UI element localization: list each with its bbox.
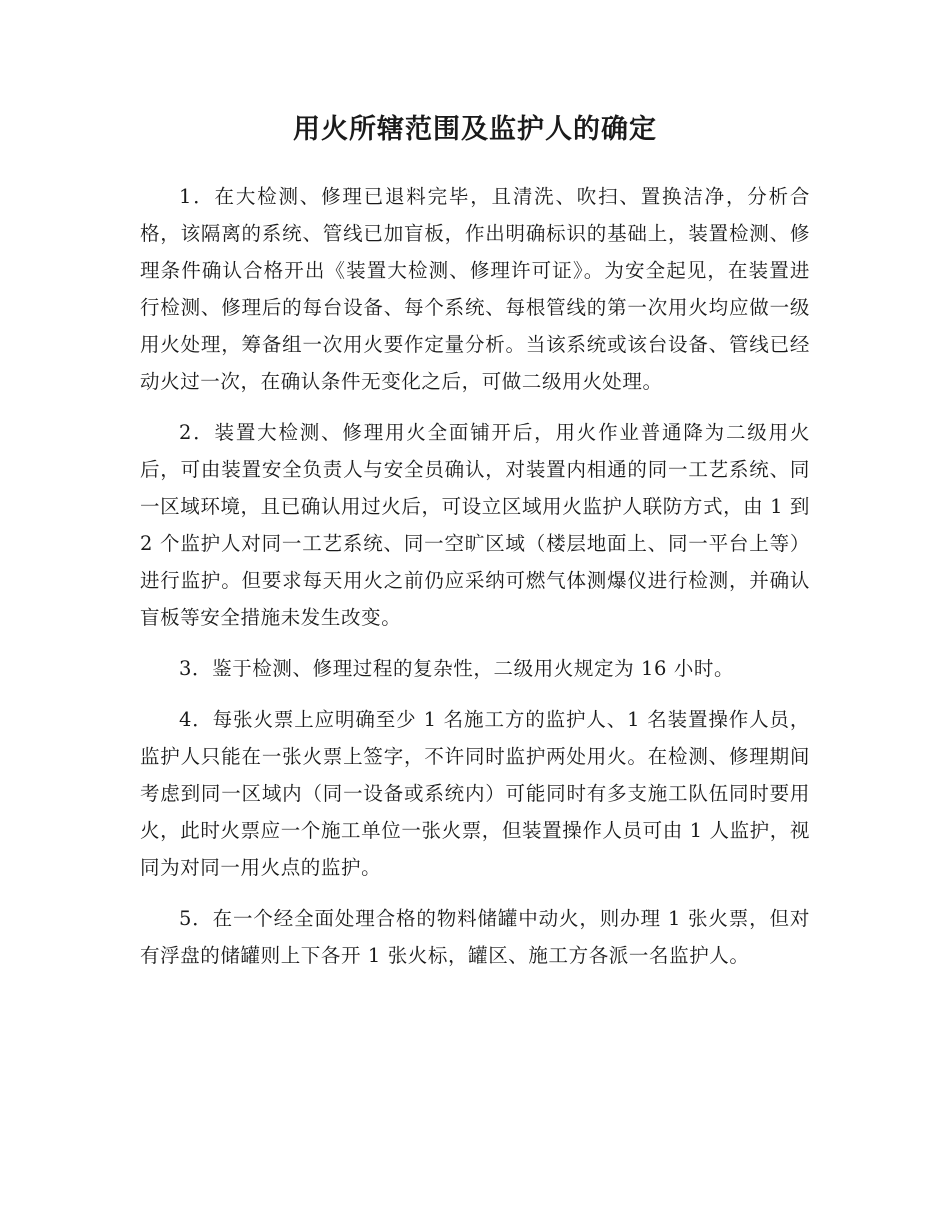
paragraph-2: 2．装置大检测、修理用火全面铺开后，用火作业普通降为二级用火后，可由装置安全负责人与安全员确认，对装置内相通的同一工艺系统、同一区域环境，且已确认用过火后，可设立区域用火监护人联防方式，由 1 到 2 个监护人对同一工艺系统、同一空旷区域（楼层地面上、同一平台上等）进行监护。但要求每天用火之前仍应采纳可燃气体测爆仪进行检测，并确认盲板等安全措施未发生改变。 — [140, 421, 810, 629]
document-page — [140, 110, 810, 988]
paragraph-5: 5．在一个经全面处理合格的物料储罐中动火，则办理 1 张火票，但对有浮盘的储罐则上下各开 1 张火标，罐区、施工方各派一名监护人。 — [140, 907, 810, 967]
paragraph-4: 4．每张火票上应明确至少 1 名施工方的监护人、1 名装置操作人员，监护人只能在一张火票上签字，不许同时监护两处用火。在检测、修理期间考虑到同一区域内（同一设备或系统内）可能同时有多支施工队伍同时要用火，此时火票应一个施工单位一张火票，但装置操作人员可由 1 人监护，视同为对同一用火点的监护。 — [140, 708, 810, 879]
paragraph-3: 3．鉴于检测、修理过程的复杂性，二级用火规定为 16 小时。 — [179, 657, 735, 680]
document-title: 用火所辖范围及监护人的确定 — [293, 114, 657, 145]
paragraph-1: 1．在大检测、修理已退料完毕，且清洗、吹扫、置换洁净，分析合格，该隔离的系统、管线已加盲板，作出明确标识的基础上，装置检测、修理条件确认合格开出《装置大检测、修理许可证》。为安全起见，在装置进行检测、修理后的每台设备、每个系统、每根管线的第一次用火均应做一级用火处理，筹备组一次用火要作定量分析。当该系统或该台设备、管线已经动火过一次，在确认条件无变化之后，可做二级用火处理。 — [140, 185, 810, 393]
